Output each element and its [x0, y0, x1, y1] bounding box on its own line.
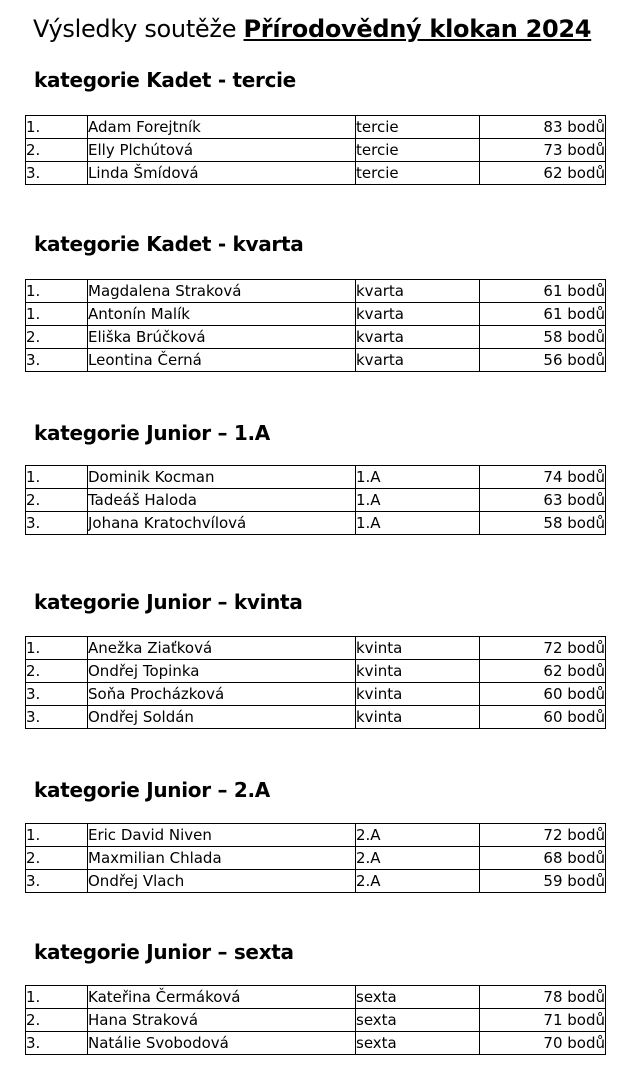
- class-cell: kvarta: [356, 326, 480, 349]
- score-cell: 61 bodů: [480, 280, 606, 303]
- competition-name: Přírodovědný klokan 2024: [243, 15, 592, 43]
- class-cell: 1.A: [356, 512, 480, 535]
- score-cell: 78 bodů: [480, 986, 606, 1009]
- table-row: [26, 162, 606, 185]
- table-row: [26, 466, 606, 489]
- name-cell: Maxmilian Chlada: [88, 847, 356, 870]
- score-cell: 74 bodů: [480, 466, 606, 489]
- rank-cell: 1.: [26, 116, 88, 139]
- table-row: [26, 280, 606, 303]
- name-cell: Ondřej Vlach: [88, 870, 356, 893]
- results-table: [25, 465, 606, 535]
- score-cell: 72 bodů: [480, 637, 606, 660]
- rank-cell: 1.: [26, 824, 88, 847]
- table-row: [26, 660, 606, 683]
- name-cell: Magdalena Straková: [88, 280, 356, 303]
- class-cell: 2.A: [356, 847, 480, 870]
- table-row: [26, 1032, 606, 1055]
- score-cell: 70 bodů: [480, 1032, 606, 1055]
- name-cell: Kateřina Čermáková: [88, 986, 356, 1009]
- name-cell: Elly Plchútová: [88, 139, 356, 162]
- score-cell: 72 bodů: [480, 824, 606, 847]
- rank-cell: 2.: [26, 489, 88, 512]
- score-cell: 60 bodů: [480, 683, 606, 706]
- name-cell: Soňa Procházková: [88, 683, 356, 706]
- table-row: [26, 326, 606, 349]
- results-table: [25, 823, 606, 893]
- rank-cell: 3.: [26, 512, 88, 535]
- score-cell: 73 bodů: [480, 139, 606, 162]
- score-cell: 58 bodů: [480, 326, 606, 349]
- rank-cell: 1.: [26, 466, 88, 489]
- results-table: [25, 279, 606, 372]
- rank-cell: 2.: [26, 326, 88, 349]
- table-row: [26, 637, 606, 660]
- score-cell: 58 bodů: [480, 512, 606, 535]
- rank-cell: 3.: [26, 349, 88, 372]
- rank-cell: 3.: [26, 162, 88, 185]
- class-cell: kvinta: [356, 637, 480, 660]
- class-cell: sexta: [356, 1032, 480, 1055]
- table-row: [26, 489, 606, 512]
- table-row: [26, 824, 606, 847]
- name-cell: Ondřej Soldán: [88, 706, 356, 729]
- class-cell: kvarta: [356, 349, 480, 372]
- name-cell: Hana Straková: [88, 1009, 356, 1032]
- score-cell: 62 bodů: [480, 162, 606, 185]
- name-cell: Anežka Ziaťková: [88, 637, 356, 660]
- class-cell: 1.A: [356, 489, 480, 512]
- class-cell: 1.A: [356, 466, 480, 489]
- table-row: [26, 986, 606, 1009]
- rank-cell: 2.: [26, 1009, 88, 1032]
- class-cell: 2.A: [356, 824, 480, 847]
- score-cell: 68 bodů: [480, 847, 606, 870]
- class-cell: kvinta: [356, 660, 480, 683]
- score-cell: 56 bodů: [480, 349, 606, 372]
- score-cell: 60 bodů: [480, 706, 606, 729]
- table-row: [26, 847, 606, 870]
- table-row: [26, 512, 606, 535]
- rank-cell: 2.: [26, 847, 88, 870]
- rank-cell: 3.: [26, 706, 88, 729]
- category-heading: kategorie Kadet - tercie: [34, 68, 296, 92]
- score-cell: 62 bodů: [480, 660, 606, 683]
- name-cell: Antonín Malík: [88, 303, 356, 326]
- class-cell: sexta: [356, 986, 480, 1009]
- rank-cell: 3.: [26, 683, 88, 706]
- rank-cell: 1.: [26, 637, 88, 660]
- category-heading: kategorie Junior – 1.A: [34, 421, 270, 445]
- results-table: [25, 985, 606, 1055]
- category-heading: kategorie Junior – sexta: [34, 940, 294, 964]
- category-heading: kategorie Junior – 2.A: [34, 778, 270, 802]
- score-cell: 71 bodů: [480, 1009, 606, 1032]
- results-table: [25, 636, 606, 729]
- table-row: [26, 116, 606, 139]
- class-cell: kvarta: [356, 303, 480, 326]
- class-cell: kvarta: [356, 280, 480, 303]
- results-table: [25, 115, 606, 185]
- title-prefix: Výsledky soutěže: [33, 15, 244, 43]
- name-cell: Dominik Kocman: [88, 466, 356, 489]
- rank-cell: 2.: [26, 660, 88, 683]
- class-cell: kvinta: [356, 706, 480, 729]
- score-cell: 59 bodů: [480, 870, 606, 893]
- document-title: [33, 15, 591, 43]
- table-row: [26, 870, 606, 893]
- class-cell: kvinta: [356, 683, 480, 706]
- category-heading: kategorie Junior – kvinta: [34, 590, 303, 614]
- class-cell: 2.A: [356, 870, 480, 893]
- score-cell: 83 bodů: [480, 116, 606, 139]
- class-cell: tercie: [356, 116, 480, 139]
- name-cell: Ondřej Topinka: [88, 660, 356, 683]
- table-row: [26, 683, 606, 706]
- name-cell: Linda Šmídová: [88, 162, 356, 185]
- name-cell: Leontina Černá: [88, 349, 356, 372]
- name-cell: Natálie Svobodová: [88, 1032, 356, 1055]
- table-row: [26, 706, 606, 729]
- rank-cell: 1.: [26, 986, 88, 1009]
- score-cell: 61 bodů: [480, 303, 606, 326]
- rank-cell: 2.: [26, 139, 88, 162]
- category-heading: kategorie Kadet - kvarta: [34, 232, 304, 256]
- name-cell: Eliška Brúčková: [88, 326, 356, 349]
- rank-cell: 1.: [26, 280, 88, 303]
- table-row: [26, 303, 606, 326]
- rank-cell: 3.: [26, 870, 88, 893]
- table-row: [26, 1009, 606, 1032]
- class-cell: sexta: [356, 1009, 480, 1032]
- name-cell: Eric David Niven: [88, 824, 356, 847]
- rank-cell: 1.: [26, 303, 88, 326]
- table-row: [26, 139, 606, 162]
- score-cell: 63 bodů: [480, 489, 606, 512]
- class-cell: tercie: [356, 162, 480, 185]
- rank-cell: 3.: [26, 1032, 88, 1055]
- name-cell: Tadeáš Haloda: [88, 489, 356, 512]
- class-cell: tercie: [356, 139, 480, 162]
- name-cell: Johana Kratochvílová: [88, 512, 356, 535]
- table-row: [26, 349, 606, 372]
- name-cell: Adam Forejtník: [88, 116, 356, 139]
